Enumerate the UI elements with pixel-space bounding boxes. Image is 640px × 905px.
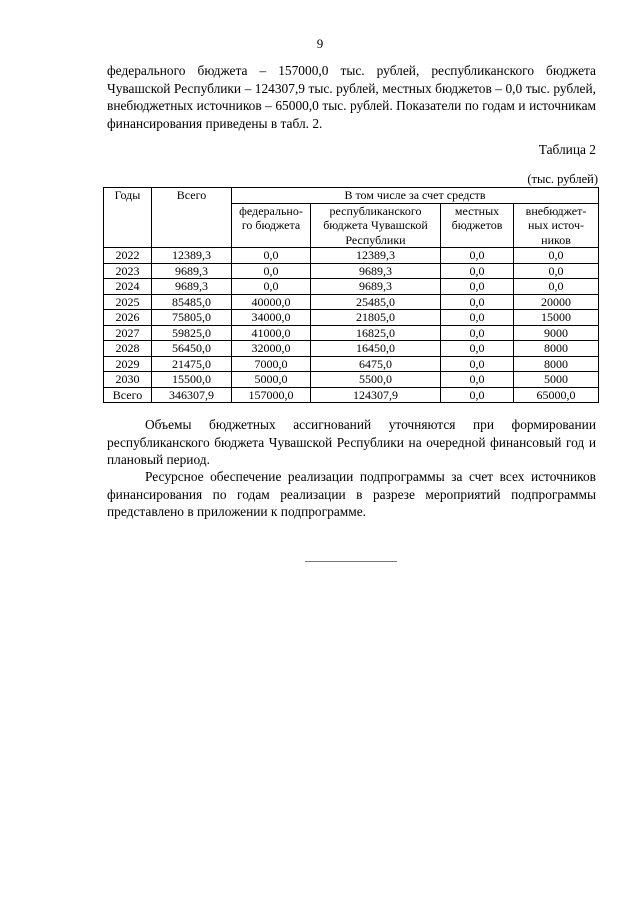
table-row [104, 263, 599, 279]
cell-local: 0,0 [441, 356, 514, 372]
cell-extrabudget: 65000,0 [514, 387, 599, 403]
cell-federal: 32000,0 [232, 341, 311, 357]
cell-local: 0,0 [441, 341, 514, 357]
intro-paragraph: федерального бюджета – 157000,0 тыс. рублей, республиканского бюджета Чувашской Республики – 124307,9 тыс. рублей, местных бюджетов – 0,0 тыс. рублей, внебюджетных источников – 65000,0 тыс. рублей. Показатели по годам и источникам финансирования приведены в табл. 2. [107, 63, 596, 131]
header-federal: федерально-го бюджета [232, 203, 311, 248]
cell-total: 85485,0 [152, 294, 232, 310]
cell-local: 0,0 [441, 263, 514, 279]
page-number: 9 [316, 36, 324, 51]
cell-year: 2028 [104, 341, 152, 357]
table-row [104, 356, 599, 372]
header-extrabudget: внебюджет-ных источ-ников [514, 203, 599, 248]
header-republic: республиканского бюджета Чувашской Республики [311, 203, 441, 248]
cell-federal: 34000,0 [232, 310, 311, 326]
header-local: местных бюджетов [441, 203, 514, 248]
cell-year: 2022 [104, 248, 152, 264]
header-sources-group: В том числе за счет средств [232, 188, 599, 204]
header-years: Годы [104, 188, 152, 248]
cell-extrabudget: 9000 [514, 325, 599, 341]
cell-republic: 9689,3 [311, 279, 441, 295]
cell-federal: 40000,0 [232, 294, 311, 310]
cell-federal: 41000,0 [232, 325, 311, 341]
table-caption: Таблица 2 [538, 142, 596, 157]
cell-federal: 0,0 [232, 263, 311, 279]
table-row [104, 325, 599, 341]
cell-federal: 157000,0 [232, 387, 311, 403]
table-row [104, 248, 599, 264]
table-body [104, 248, 599, 403]
paragraph-3: Ресурсное обеспечение реализации подпрограммы за счет всех источников финансирования по годам реализации в разрезе мероприятий подпрограммы представлено в приложении к подпрограмме. [107, 469, 596, 519]
cell-federal: 7000,0 [232, 356, 311, 372]
table-total-row [104, 387, 599, 403]
cell-extrabudget: 5000 [514, 372, 599, 388]
cell-republic: 9689,3 [311, 263, 441, 279]
cell-total: 346307,9 [152, 387, 232, 403]
cell-year: Всего [104, 387, 152, 403]
cell-extrabudget: 8000 [514, 356, 599, 372]
cell-republic: 21805,0 [311, 310, 441, 326]
cell-republic: 16450,0 [311, 341, 441, 357]
cell-extrabudget: 20000 [514, 294, 599, 310]
cell-local: 0,0 [441, 248, 514, 264]
cell-year: 2024 [104, 279, 152, 295]
cell-total: 15500,0 [152, 372, 232, 388]
cell-local: 0,0 [441, 387, 514, 403]
units-label: (тыс. рублей) [527, 172, 598, 186]
cell-extrabudget: 0,0 [514, 263, 599, 279]
cell-local: 0,0 [441, 372, 514, 388]
cell-republic: 124307,9 [311, 387, 441, 403]
cell-total: 59825,0 [152, 325, 232, 341]
cell-year: 2023 [104, 263, 152, 279]
cell-total: 21475,0 [152, 356, 232, 372]
cell-federal: 0,0 [232, 279, 311, 295]
cell-federal: 5000,0 [232, 372, 311, 388]
cell-local: 0,0 [441, 325, 514, 341]
cell-local: 0,0 [441, 279, 514, 295]
divider-line [305, 561, 397, 562]
cell-total: 75805,0 [152, 310, 232, 326]
cell-year: 2030 [104, 372, 152, 388]
cell-extrabudget: 15000 [514, 310, 599, 326]
cell-total: 12389,3 [152, 248, 232, 264]
cell-year: 2029 [104, 356, 152, 372]
cell-republic: 5500,0 [311, 372, 441, 388]
cell-federal: 0,0 [232, 248, 311, 264]
table-row [104, 294, 599, 310]
cell-local: 0,0 [441, 294, 514, 310]
cell-year: 2025 [104, 294, 152, 310]
cell-extrabudget: 8000 [514, 341, 599, 357]
cell-year: 2026 [104, 310, 152, 326]
table-row [104, 341, 599, 357]
financing-table [103, 187, 599, 403]
cell-year: 2027 [104, 325, 152, 341]
table-row [104, 279, 599, 295]
table-row [104, 372, 599, 388]
cell-local: 0,0 [441, 310, 514, 326]
table-row [104, 310, 599, 326]
cell-extrabudget: 0,0 [514, 248, 599, 264]
cell-total: 9689,3 [152, 263, 232, 279]
cell-extrabudget: 0,0 [514, 279, 599, 295]
cell-total: 56450,0 [152, 341, 232, 357]
cell-republic: 25485,0 [311, 294, 441, 310]
cell-total: 9689,3 [152, 279, 232, 295]
paragraph-2: Объемы бюджетных ассигнований уточняются при формировании республиканского бюджета Чувашской Республики на очередной финансовый год и плановый период. [107, 417, 596, 467]
cell-republic: 16825,0 [311, 325, 441, 341]
cell-republic: 6475,0 [311, 356, 441, 372]
cell-republic: 12389,3 [311, 248, 441, 264]
header-total: Всего [152, 188, 232, 248]
